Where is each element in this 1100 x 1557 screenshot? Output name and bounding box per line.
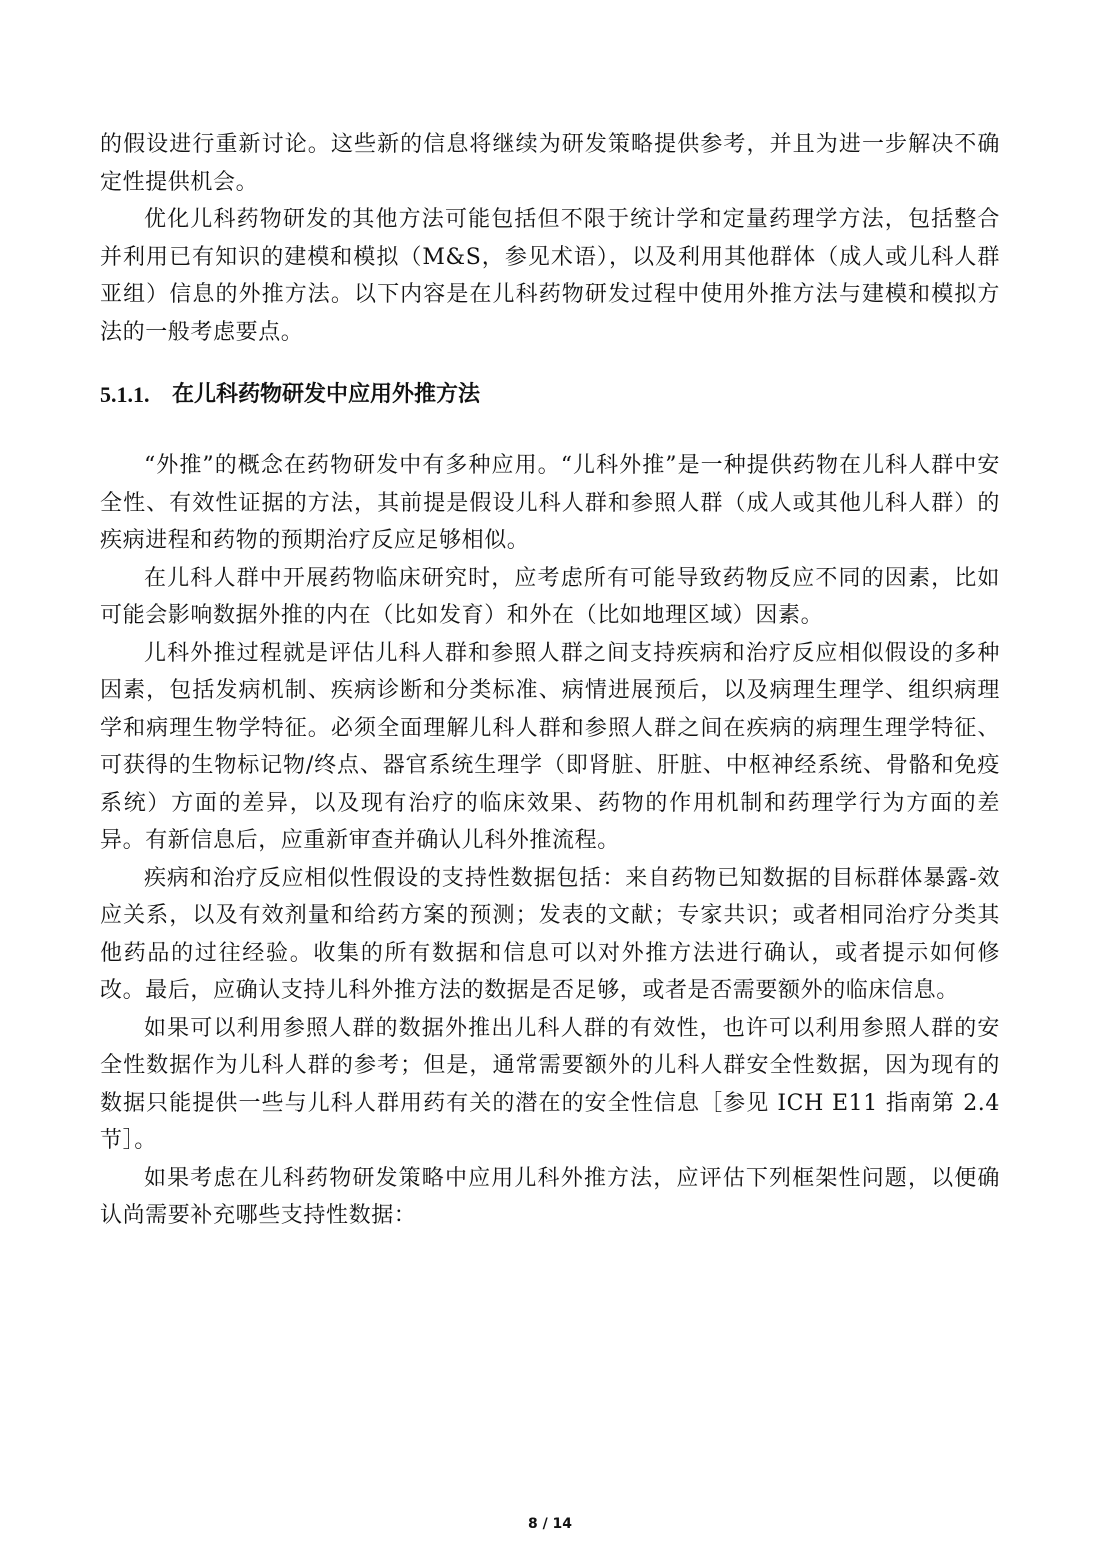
document-body (100, 126, 1000, 1235)
paragraph: 疾病和治疗反应相似性假设的支持性数据包括：来自药物已知数据的目标群体暴露-效应关系，以及有效剂量和给药方案的预测；发表的文献；专家共识；或者相同治疗分类其他药品的过往经验。收集的所有数据和信息可以对外推方法进行确认，或者提示如何修改。最后，应确认支持儿科外推方法的数据是否足够，或者是否需要额外的临床信息。 (100, 865, 1000, 1003)
paragraph: “外推”的概念在药物研发中有多种应用。“儿科外推”是一种提供药物在儿科人群中安全性、有效性证据的方法，其前提是假设儿科人群和参照人群（成人或其他儿科人群）的疾病进程和药物的预期治疗反应足够相似。 (100, 453, 1000, 553)
paragraph: 的假设进行重新讨论。这些新的信息将继续为研发策略提供参考，并且为进一步解决不确定性提供机会。 (100, 132, 1000, 195)
section-heading (100, 379, 1000, 411)
section-title: 在儿科药物研发中应用外推方法 (172, 382, 481, 407)
paragraph: 优化儿科药物研发的其他方法可能包括但不限于统计学和定量药理学方法，包括整合并利用已有知识的建模和模拟（M&S，参见术语），以及利用其他群体（成人或儿科人群亚组）信息的外推方法。以下内容是在儿科药物研发过程中使用外推方法与建模和模拟方法的一般考虑要点。 (100, 207, 1000, 345)
paragraph: 在儿科人群中开展药物临床研究时，应考虑所有可能导致药物反应不同的因素，比如可能会影响数据外推的内在（比如发育）和外在（比如地理区域）因素。 (100, 565, 1000, 628)
paragraph: 儿科外推过程就是评估儿科人群和参照人群之间支持疾病和治疗反应相似假设的多种因素，包括发病机制、疾病诊断和分类标准、病情进展预后，以及病理生理学、组织病理学和病理生物学特征。必须全面理解儿科人群和参照人群之间在疾病的病理生理学特征、可获得的生物标记物/终点、器官系统生理学（即肾脏、肝脏、中枢神经系统、骨骼和免疫系统）方面的差异，以及现有治疗的临床效果、药物的作用机制和药理学行为方面的差异。有新信息后，应重新审查并确认儿科外推流程。 (100, 640, 1000, 853)
page-number: 8 / 14 (527, 1516, 573, 1532)
section-number: 5.1.1. (100, 382, 150, 407)
paragraph: 如果考虑在儿科药物研发策略中应用儿科外推方法，应评估下列框架性问题，以便确认尚需要补充哪些支持性数据： (100, 1165, 1000, 1228)
paragraph: 如果可以利用参照人群的数据外推出儿科人群的有效性，也许可以利用参照人群的安全性数据作为儿科人群的参考；但是，通常需要额外的儿科人群安全性数据，因为现有的数据只能提供一些与儿科人群用药有关的潜在的安全性信息［参见 ICH E11 指南第 2.4 节］。 (100, 1015, 1000, 1153)
